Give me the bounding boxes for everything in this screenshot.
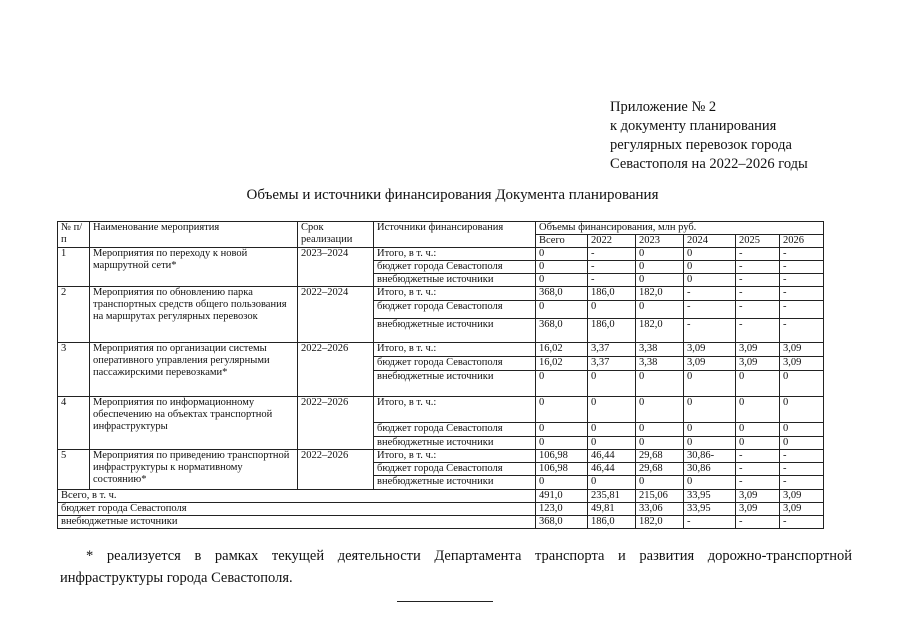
total-value-cell: 3,09 (780, 490, 824, 503)
value-cell: 186,0 (588, 287, 636, 301)
measure-term: 2022–2026 (298, 450, 374, 490)
table-row (58, 287, 824, 301)
value-cell: 3,09 (780, 357, 824, 371)
value-cell: 0 (684, 371, 736, 397)
funding-source: внебюджетные источники (374, 476, 536, 490)
value-cell: 0 (536, 248, 588, 261)
value-cell: 29,68 (636, 463, 684, 476)
value-cell: 29,68 (636, 450, 684, 463)
table-row (58, 248, 824, 261)
value-cell: 0 (588, 476, 636, 490)
value-cell: 0 (636, 261, 684, 274)
measure-term: 2022–2026 (298, 343, 374, 397)
value-cell: - (736, 319, 780, 343)
header-name: Наименование мероприятия (90, 222, 298, 248)
value-cell: 30,86 (684, 463, 736, 476)
value-cell: 0 (736, 371, 780, 397)
value-cell: 0 (636, 476, 684, 490)
value-cell: 46,44 (588, 450, 636, 463)
header-sources: Источники финансирования (374, 222, 536, 248)
table-row (58, 450, 824, 463)
row-number: 3 (58, 343, 90, 397)
value-cell: 0 (588, 437, 636, 450)
measure-term: 2023–2024 (298, 248, 374, 287)
funding-source: Итого, в т. ч.: (374, 343, 536, 357)
value-cell: 0 (780, 371, 824, 397)
header-col: 2025 (736, 235, 780, 248)
funding-source: внебюджетные источники (374, 319, 536, 343)
value-cell: 0 (536, 423, 588, 437)
total-value-cell: 186,0 (588, 516, 636, 529)
total-row (58, 516, 824, 529)
total-value-cell: 235,81 (588, 490, 636, 503)
funding-source: бюджет города Севастополя (374, 261, 536, 274)
value-cell: 0 (636, 248, 684, 261)
value-cell: 16,02 (536, 357, 588, 371)
appendix-block (610, 98, 808, 174)
funding-source: внебюджетные источники (374, 274, 536, 287)
funding-source: внебюджетные источники (374, 371, 536, 397)
funding-source: бюджет города Севастополя (374, 301, 536, 319)
value-cell: - (780, 274, 824, 287)
value-cell: - (780, 463, 824, 476)
value-cell: - (736, 261, 780, 274)
total-value-cell: 3,09 (736, 490, 780, 503)
value-cell: 0 (536, 437, 588, 450)
value-cell: 3,38 (636, 343, 684, 357)
total-value-cell: 3,09 (736, 503, 780, 516)
appendix-line: Приложение № 2 (610, 99, 717, 115)
header-col: 2022 (588, 235, 636, 248)
total-value-cell: - (684, 516, 736, 529)
value-cell: - (780, 261, 824, 274)
value-cell: 0 (588, 371, 636, 397)
row-number: 4 (58, 397, 90, 450)
total-value-cell: 49,81 (588, 503, 636, 516)
value-cell: 0 (536, 274, 588, 287)
funding-source: Итого, в т. ч.: (374, 450, 536, 463)
total-value-cell: 491,0 (536, 490, 588, 503)
value-cell: 3,09 (684, 357, 736, 371)
measure-name: Мероприятия по приведению транспортной инфраструктуры к нормативному состоянию* (90, 450, 298, 490)
value-cell: 0 (736, 423, 780, 437)
document-title: Объемы и источники финансирования Документа планирования (246, 187, 659, 203)
value-cell: - (780, 301, 824, 319)
value-cell: 0 (780, 423, 824, 437)
value-cell: - (736, 301, 780, 319)
value-cell: - (780, 450, 824, 463)
value-cell: 3,09 (736, 343, 780, 357)
value-cell: 3,37 (588, 357, 636, 371)
total-label: бюджет города Севастополя (58, 503, 536, 516)
row-number: 5 (58, 450, 90, 490)
value-cell: 0 (684, 423, 736, 437)
value-cell: - (780, 287, 824, 301)
funding-source: Итого, в т. ч.: (374, 248, 536, 261)
value-cell: - (736, 476, 780, 490)
total-value-cell: 182,0 (636, 516, 684, 529)
funding-source: бюджет города Севастополя (374, 357, 536, 371)
value-cell: - (736, 274, 780, 287)
measure-name: Мероприятия по обновлению парка транспортных средств общего пользования на маршрутах регулярных перевозок (90, 287, 298, 343)
value-cell: - (588, 274, 636, 287)
total-value-cell: 33,95 (684, 503, 736, 516)
header-volumes: Объемы финансирования, млн руб. (536, 222, 824, 235)
row-number: 2 (58, 287, 90, 343)
value-cell: 0 (780, 397, 824, 423)
value-cell: - (684, 319, 736, 343)
value-cell: 0 (588, 397, 636, 423)
value-cell: 0 (736, 437, 780, 450)
total-row (58, 503, 824, 516)
value-cell: - (736, 463, 780, 476)
value-cell: - (684, 301, 736, 319)
header-col: Всего (536, 235, 588, 248)
total-label: внебюджетные источники (58, 516, 536, 529)
value-cell: 0 (636, 437, 684, 450)
value-cell: 368,0 (536, 287, 588, 301)
value-cell: 0 (780, 437, 824, 450)
value-cell: - (588, 261, 636, 274)
value-cell: - (780, 476, 824, 490)
value-cell: 0 (684, 274, 736, 287)
footnote: * реализуется в рамках текущей деятельности Департамента транспорта и развития дорожно-транспортной инфраструктуры города Севастополя. (60, 548, 852, 586)
value-cell: - (588, 248, 636, 261)
measure-name: Мероприятия по информационному обеспечению на объектах транспортной инфраструктуры (90, 397, 298, 450)
header-col: 2024 (684, 235, 736, 248)
value-cell: - (780, 248, 824, 261)
value-cell: 0 (536, 371, 588, 397)
value-cell: 0 (736, 397, 780, 423)
appendix-line: Севастополя на 2022–2026 годы (610, 156, 808, 172)
funding-source: бюджет города Севастополя (374, 463, 536, 476)
value-cell: 182,0 (636, 319, 684, 343)
value-cell: 30,86- (684, 450, 736, 463)
value-cell: 0 (684, 397, 736, 423)
value-cell: 3,38 (636, 357, 684, 371)
value-cell: 3,09 (736, 357, 780, 371)
total-value-cell: 33,95 (684, 490, 736, 503)
value-cell: 0 (536, 476, 588, 490)
value-cell: 106,98 (536, 463, 588, 476)
measure-term: 2022–2026 (298, 397, 374, 450)
total-value-cell: - (736, 516, 780, 529)
appendix-line: к документу планирования (610, 118, 777, 134)
value-cell: - (684, 287, 736, 301)
header-col: 2026 (780, 235, 824, 248)
value-cell: 0 (636, 301, 684, 319)
value-cell: 368,0 (536, 319, 588, 343)
value-cell: 16,02 (536, 343, 588, 357)
total-value-cell: 33,06 (636, 503, 684, 516)
header-col: 2023 (636, 235, 684, 248)
value-cell: 0 (536, 397, 588, 423)
value-cell: 0 (588, 301, 636, 319)
value-cell: 0 (636, 371, 684, 397)
table-row (58, 343, 824, 357)
value-cell: - (780, 319, 824, 343)
value-cell: 46,44 (588, 463, 636, 476)
row-number: 1 (58, 248, 90, 287)
value-cell: 0 (636, 397, 684, 423)
appendix-line: регулярных перевозок города (610, 137, 792, 153)
value-cell: 0 (536, 301, 588, 319)
value-cell: 0 (636, 274, 684, 287)
value-cell: - (736, 248, 780, 261)
funding-source: внебюджетные источники (374, 437, 536, 450)
measure-name: Мероприятия по переходу к новой маршрутной сети* (90, 248, 298, 287)
total-value-cell: 215,06 (636, 490, 684, 503)
total-row (58, 490, 824, 503)
value-cell: 0 (636, 423, 684, 437)
closing-rule (397, 601, 493, 602)
funding-table (57, 221, 824, 529)
funding-source: Итого, в т. ч.: (374, 287, 536, 301)
value-cell: 0 (588, 423, 636, 437)
value-cell: 0 (536, 261, 588, 274)
value-cell: 0 (684, 248, 736, 261)
value-cell: 0 (684, 261, 736, 274)
measure-term: 2022–2024 (298, 287, 374, 343)
total-value-cell: - (780, 516, 824, 529)
value-cell: 3,09 (684, 343, 736, 357)
funding-source: Итого, в т. ч.: (374, 397, 536, 423)
value-cell: 0 (684, 476, 736, 490)
header-num: № п/п (58, 222, 90, 248)
value-cell: - (736, 450, 780, 463)
value-cell: 182,0 (636, 287, 684, 301)
value-cell: 106,98 (536, 450, 588, 463)
total-value-cell: 368,0 (536, 516, 588, 529)
total-value-cell: 3,09 (780, 503, 824, 516)
value-cell: 3,37 (588, 343, 636, 357)
total-label: Всего, в т. ч. (58, 490, 536, 503)
header-term: Срок реализации (298, 222, 374, 248)
value-cell: 0 (684, 437, 736, 450)
table-row (58, 397, 824, 423)
header-row (58, 222, 824, 235)
value-cell: 3,09 (780, 343, 824, 357)
value-cell: 186,0 (588, 319, 636, 343)
value-cell: - (736, 287, 780, 301)
measure-name: Мероприятия по организации системы оперативного управления регулярными пассажирскими перевозками* (90, 343, 298, 397)
funding-source: бюджет города Севастополя (374, 423, 536, 437)
total-value-cell: 123,0 (536, 503, 588, 516)
